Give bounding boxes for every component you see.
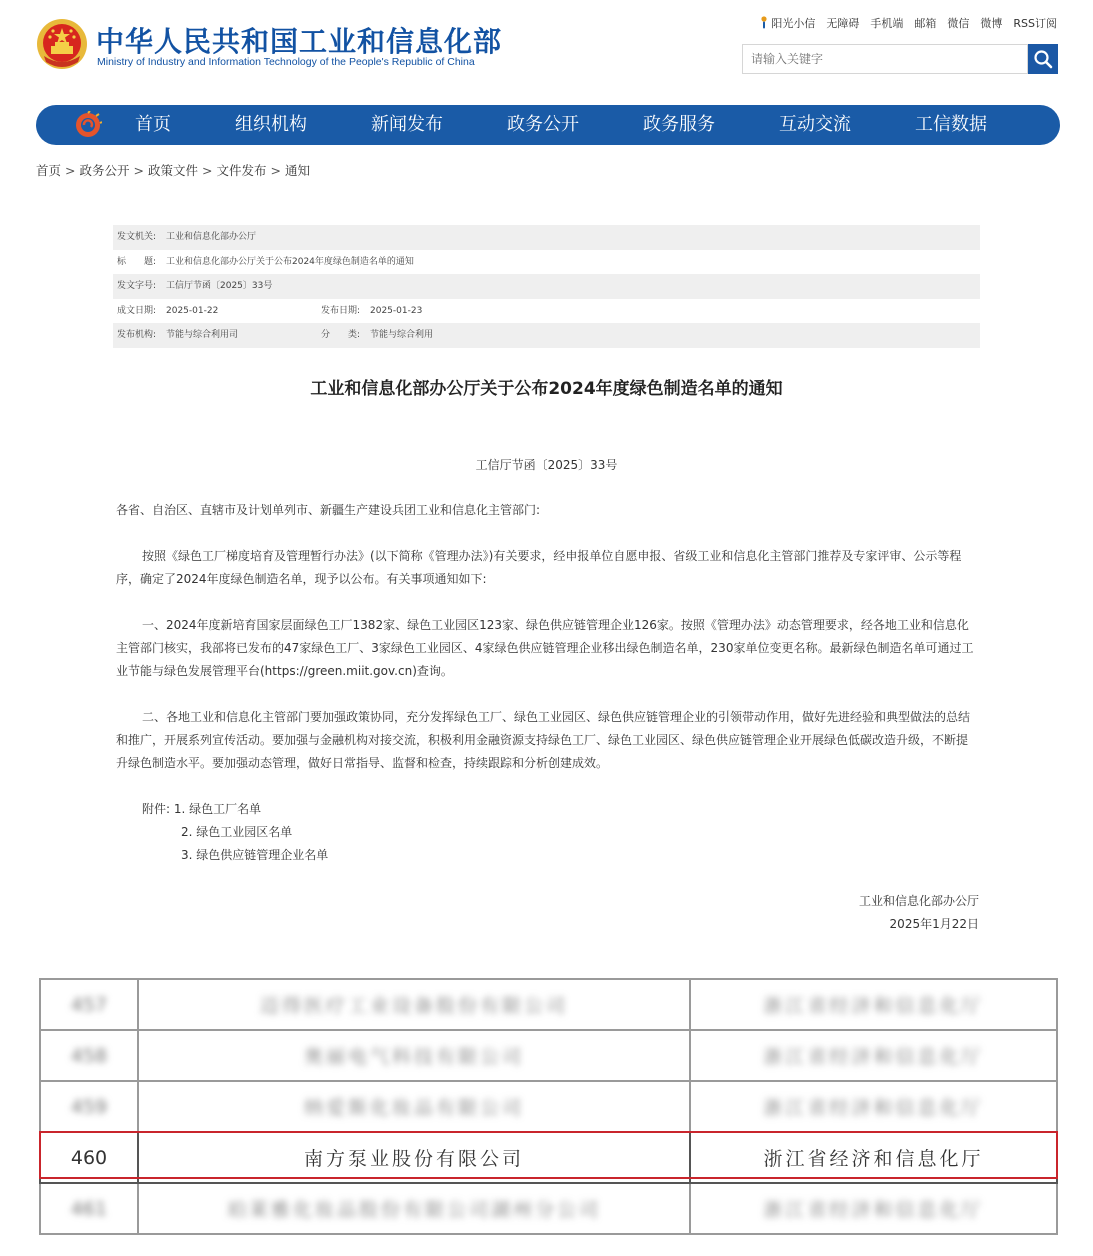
paragraph-text: 二、各地工业和信息化主管部门要加强政策协同，充分发挥绿色工厂、绿色工业园区、绿色供应链管理企业的引领带动作用，做好先进经验和典型做法的总结和推广，开展系列宣传活动。要加强与金融机构对接交流，积极利用金融资源支持绿色工厂、绿色工业园区、绿色供应链管理企业开展绿色低碳改造升级，不断提升绿色制造水平。要加强动态管理，做好日常指导、监督和检查，持续跟踪和分析创建成效。 <box>116 710 971 770</box>
table-row <box>40 979 1057 1030</box>
breadcrumb <box>36 161 310 179</box>
nav-interaction[interactable]: 互动交流 <box>779 114 851 135</box>
company-name: 纳爱斯化妆品有限公司 <box>138 1081 690 1132</box>
document-number: 工信厅节函〔2025〕33号 <box>475 458 618 472</box>
accessibility-link[interactable]: 无障碍 <box>826 17 860 30</box>
nav-government-affairs[interactable]: 政务公开 <box>507 114 579 135</box>
nav-services[interactable]: 政务服务 <box>643 114 715 135</box>
row-number: 457 <box>40 979 138 1030</box>
sunshine-label: 阳光小信 <box>771 17 816 30</box>
top-links <box>760 15 1057 31</box>
search-icon <box>1033 49 1053 69</box>
document-meta-table <box>113 225 980 348</box>
company-name: 迈得医疗工业设备股份有限公司 <box>138 979 690 1030</box>
breadcrumb-separator: > <box>202 163 213 178</box>
meta-value: 2025-01-22 <box>166 305 219 316</box>
excerpt-table <box>39 978 1058 1235</box>
row-number: 459 <box>40 1081 138 1132</box>
salutation-text: 各省、自治区、直辖市及计划单列市、新疆生产建设兵团工业和信息化主管部门: <box>116 503 541 517</box>
row-number: 458 <box>40 1030 138 1081</box>
mobile-link[interactable]: 手机端 <box>870 17 904 30</box>
meta-value: 工业和信息化部办公厅 <box>166 232 257 242</box>
row-number: 461 <box>40 1183 138 1234</box>
meta-value: 2025-01-23 <box>370 305 423 316</box>
breadcrumb-government-affairs[interactable]: 政务公开 <box>79 163 130 178</box>
breadcrumb-separator: > <box>65 163 76 178</box>
row-number: 460 <box>40 1132 138 1183</box>
meta-label: 发布日期: <box>321 305 361 316</box>
attachment-link[interactable]: 1. 绿色工厂名单 <box>173 802 262 816</box>
attachment-link[interactable]: 3. 绿色供应链管理企业名单 <box>181 848 329 862</box>
meta-value: 节能与综合利用 <box>370 330 434 341</box>
meta-row-dates <box>113 299 980 324</box>
signature-org: 工业和信息化部办公厅 <box>858 894 979 908</box>
meta-label: 成文日期: <box>117 305 157 316</box>
authority-name: 浙江省经济和信息化厅 <box>690 1132 1057 1183</box>
meta-value: 节能与综合利用司 <box>166 330 239 341</box>
mail-link[interactable]: 邮箱 <box>914 17 937 30</box>
meta-label: 发文机关: <box>117 232 157 242</box>
company-name: 南方泵业股份有限公司 <box>138 1132 690 1183</box>
nav-data[interactable]: 工信数据 <box>915 114 987 135</box>
breadcrumb-separator: > <box>270 163 281 178</box>
table-row <box>40 1030 1057 1081</box>
meta-value: 工信厅节函〔2025〕33号 <box>166 281 273 292</box>
paragraph-text: 一、2024年度新培育国家层面绿色工厂1382家、绿色工业园区123家、绿色供应链管理企业126家。按照《管理办法》动态管理要求，经各地工业和信息化主管部门核实，我部将已发布的47家绿色工厂、3家绿色工业园区、4家绿色供应链管理企业移出绿色制造名单，230家单位变更名称。最新绿色制造名单可通过工业节能与绿色发展管理平台(https://green.miit.gov.cn)查询。 <box>116 618 974 678</box>
weibo-link[interactable]: 微博 <box>980 17 1003 30</box>
meta-row-docno <box>113 274 980 299</box>
breadcrumb-policy-files[interactable]: 政策文件 <box>148 163 199 178</box>
attachments <box>142 798 328 867</box>
breadcrumb-separator: > <box>133 163 144 178</box>
national-emblem-icon <box>36 18 88 70</box>
search-button[interactable] <box>1028 44 1058 74</box>
meta-row-title <box>113 250 980 275</box>
meta-row-org <box>113 323 980 348</box>
green-factory-list-excerpt <box>39 978 1058 1234</box>
company-name: 奥丽电气科技有限公司 <box>138 1030 690 1081</box>
authority-name: 浙江省经济和信息化厅 <box>690 979 1057 1030</box>
paragraph-3 <box>116 706 978 775</box>
breadcrumb-home[interactable]: 首页 <box>36 163 62 178</box>
sunshine-link[interactable] <box>760 15 815 31</box>
nav-organization[interactable]: 组织机构 <box>235 114 307 135</box>
company-name: 珀莱雅化妆品股份有限公司湖州分公司 <box>138 1183 690 1234</box>
meta-label: 标 题: <box>117 256 157 267</box>
sunshine-icon <box>760 16 768 29</box>
table-row <box>40 1081 1057 1132</box>
breadcrumb-file-release[interactable]: 文件发布 <box>216 163 267 178</box>
meta-value: 工业和信息化部办公厅关于公布2024年度绿色制造名单的通知 <box>166 256 414 267</box>
highlighted-table-row <box>40 1132 1057 1183</box>
rss-link[interactable]: RSS订阅 <box>1013 17 1057 30</box>
nav-news[interactable]: 新闻发布 <box>371 114 443 135</box>
paragraph-1 <box>116 545 978 591</box>
authority-name: 浙江省经济和信息化厅 <box>690 1183 1057 1234</box>
nav-home[interactable]: 首页 <box>135 114 171 135</box>
paragraph-text: 按照《绿色工厂梯度培育及管理暂行办法》(以下简称《管理办法》)有关要求，经申报单位自愿申报、省级工业和信息化主管部门推荐及专家评审、公示等程序，确定了2024年度绿色制造名单，现予以公布。有关事项通知如下: <box>116 549 962 586</box>
table-row <box>40 1183 1057 1234</box>
wechat-link[interactable]: 微信 <box>947 17 970 30</box>
meta-label: 分 类: <box>321 330 361 341</box>
site-title[interactable]: 中华人民共和国工业和信息化部 <box>96 25 503 58</box>
search-input[interactable] <box>742 44 1028 74</box>
breadcrumb-notice[interactable]: 通知 <box>285 163 311 178</box>
meta-label: 发布机构: <box>117 330 157 341</box>
main-nav <box>36 105 1060 145</box>
miit-logo-icon[interactable] <box>74 111 102 139</box>
signature-date: 2025年1月22日 <box>889 917 979 931</box>
authority-name: 浙江省经济和信息化厅 <box>690 1030 1057 1081</box>
meta-row-issuer <box>113 225 980 250</box>
meta-label: 发文字号: <box>117 281 157 292</box>
attachment-link[interactable]: 2. 绿色工业园区名单 <box>181 825 293 839</box>
site-subtitle: Ministry of Industry and Information Technology of the People's Republic of China <box>97 56 475 68</box>
attachment-label: 附件: <box>142 802 171 816</box>
paragraph-2 <box>116 614 978 683</box>
authority-name: 浙江省经济和信息化厅 <box>690 1081 1057 1132</box>
salutation <box>116 499 978 522</box>
article-title: 工业和信息化部办公厅关于公布2024年度绿色制造名单的通知 <box>310 379 783 399</box>
